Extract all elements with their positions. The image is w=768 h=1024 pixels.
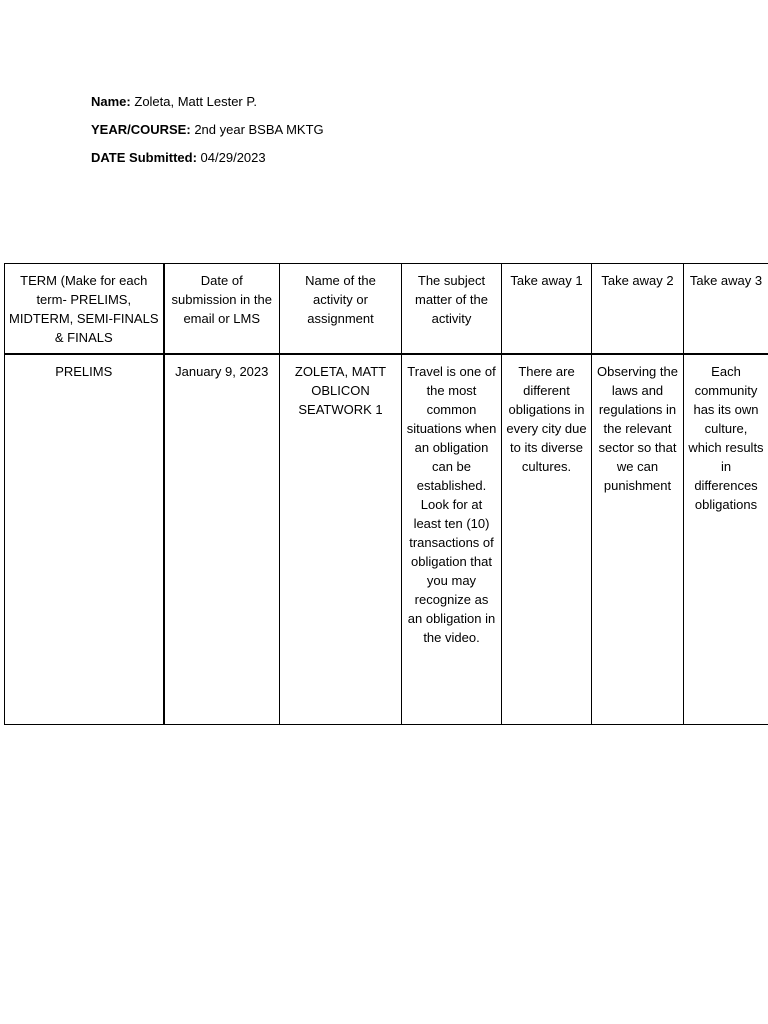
column-header-subject: The subject matter of the activity [402,264,502,355]
cell-date: January 9, 2023 [164,354,280,725]
name-value: Zoleta, Matt Lester P. [134,94,257,109]
column-header-term: TERM (Make for each term- PRELIMS, MIDTERM, SEMI-FINALS & FINALS [5,264,164,355]
table-header-row [5,264,768,355]
cell-takeaway-2: Observing the laws and regulations in the relevant sector so that we can punishment [592,354,684,725]
column-header-date: Date of submission in the email or LMS [164,264,280,355]
date-line [91,149,324,177]
course-value: 2nd year BSBA MKTG [194,122,324,137]
date-label: DATE Submitted: [91,150,197,165]
column-header-activity: Name of the activity or assignment [280,264,402,355]
name-line [91,93,324,121]
table-row [5,354,768,725]
course-label: YEAR/COURSE: [91,122,191,137]
student-info [91,93,324,177]
cell-term: PRELIMS [5,354,164,725]
name-label: Name: [91,94,131,109]
course-line [91,121,324,149]
activities-table [4,263,768,725]
column-header-takeaway-1: Take away 1 [502,264,592,355]
column-header-takeaway-2: Take away 2 [592,264,684,355]
cell-subject: Travel is one of the most common situations when an obligation can be established. Look for at least ten (10) transactions of obligation that you may recognize as an obligation in the video. [402,354,502,725]
column-header-takeaway-3: Take away 3 [684,264,768,355]
date-value: 04/29/2023 [200,150,266,165]
cell-activity: ZOLETA, MATT OBLICON SEATWORK 1 [280,354,402,725]
cell-takeaway-1: There are different obligations in every city due to its diverse cultures. [502,354,592,725]
cell-takeaway-3: Each community has its own culture, which results in differences obligations [684,354,768,725]
